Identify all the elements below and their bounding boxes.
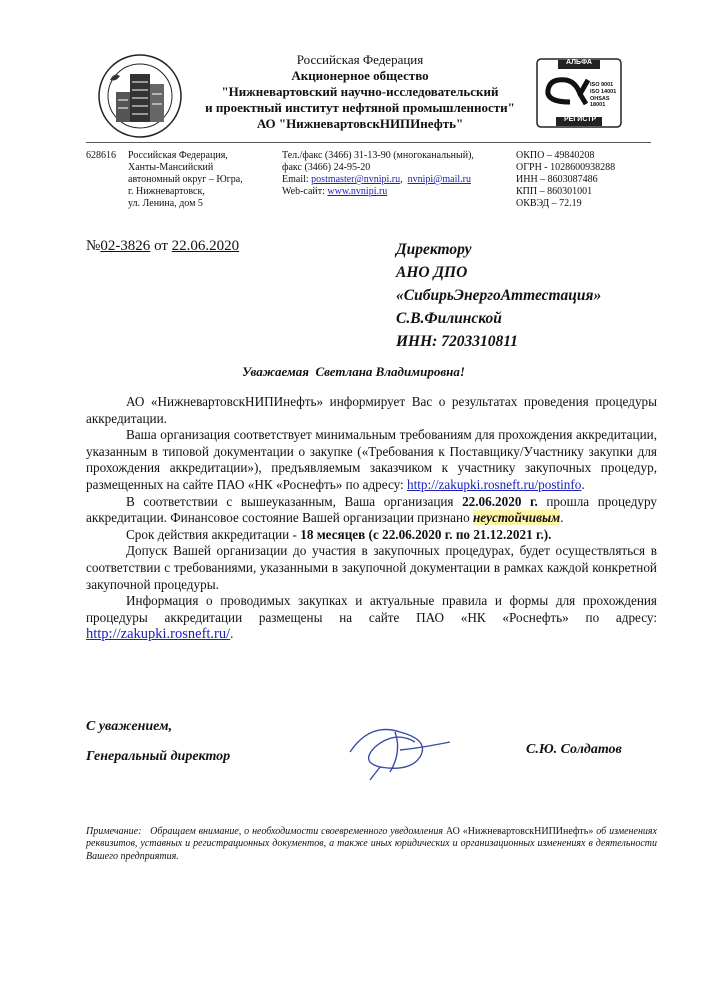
signer-name: С.Ю. Солдатов bbox=[526, 742, 622, 757]
body-paragraph-1: АО «НижневартовскНИПИнефть» информирует Вас о результатах проведения процедуры аккредитации. bbox=[86, 394, 657, 426]
email-separator: , bbox=[400, 174, 408, 185]
addressee-line: ИНН: 7203310811 bbox=[396, 333, 518, 350]
p6-text: Информация о проводимых закупках и актуальные правила и формы для прохождения процедуры аккредитации размещены на сайте ПАО «НК «Роснефть» по адресу: bbox=[86, 593, 657, 625]
code-okpo: ОКПО – 49840208 bbox=[516, 150, 595, 161]
phone-line-2: факс (3466) 24-95-20 bbox=[282, 162, 371, 173]
postal-address bbox=[128, 150, 243, 210]
closing-regards: С уважением, bbox=[86, 719, 173, 734]
address-line: автономный округ – Югра, bbox=[128, 174, 243, 185]
email-link-1[interactable]: postmaster@nvnipi.ru bbox=[311, 174, 401, 185]
ref-prefix: № bbox=[86, 238, 101, 254]
address-line: г. Нижневартовск, bbox=[128, 186, 205, 197]
address-line: Российская Федерация, bbox=[128, 150, 228, 161]
p3-end: . bbox=[560, 510, 564, 526]
zakupki-link[interactable]: http://zakupki.rosneft.ru/ bbox=[86, 626, 231, 643]
web-label: Web-сайт: bbox=[282, 186, 328, 197]
letterhead bbox=[150, 52, 570, 132]
company-codes bbox=[516, 150, 615, 210]
address-line: Ханты-Мансийский bbox=[128, 162, 214, 173]
phone-line-1: Тел./факс (3466) 31-13-90 (многоканальный), bbox=[282, 150, 474, 161]
ref-number: 02-3826 bbox=[100, 238, 151, 254]
code-okved: ОКВЭД – 72.19 bbox=[516, 198, 582, 209]
certification-logo bbox=[536, 58, 622, 128]
postal-index: 628616 bbox=[86, 150, 116, 161]
signature bbox=[340, 712, 460, 782]
email-label: Email: bbox=[282, 174, 312, 185]
letter-body bbox=[86, 394, 657, 643]
p2-end: . bbox=[581, 476, 585, 492]
addressee-line: «СибирьЭнергоАттестация» bbox=[396, 287, 602, 304]
addressee-line: Директору bbox=[396, 241, 472, 258]
closing bbox=[86, 712, 230, 772]
signer-position: Генеральный директор bbox=[86, 749, 231, 764]
header-company-type: Акционерное общество bbox=[291, 68, 429, 83]
greeting: Уважаемая Светлана Владимировна! bbox=[242, 364, 465, 379]
code-inn: ИНН – 8603087486 bbox=[516, 174, 598, 185]
addressee-line: АНО ДПО bbox=[396, 264, 468, 281]
note-text-a: Примечание: Обращаем внимание, о необходимости своевременного уведомления bbox=[86, 826, 446, 837]
body-paragraph-5: Допуск Вашей организации до участия в закупочных процедурах, будет осуществляться в соответствии с требованиями, указанными в закупочной документации в рамках каждой конкретной закупочной процедуры. bbox=[86, 543, 657, 592]
cert-logo-bottom: РЕГИСТР bbox=[564, 116, 597, 123]
header-divider bbox=[86, 142, 651, 143]
header-company-name-1: "Нижневартовский научно-исследовательский bbox=[221, 84, 499, 99]
email-line bbox=[282, 174, 474, 186]
postinfo-link[interactable]: http://zakupki.rosneft.ru/postinfo bbox=[407, 476, 582, 492]
web-line bbox=[282, 186, 474, 198]
p2-text: Ваша организация соответствует минимальным требованиям для прохождения аккредитации, указанным в типовой документации о закупке («Требования к Поставщику/Участнику закупки для прохождения аккредитации»), предъявляемым заказчиком к участнику закупочных процедур, размещенных на сайте ПАО «НК «Роснефть» по адресу: bbox=[86, 427, 657, 492]
body-paragraph-3 bbox=[86, 494, 657, 527]
accreditation-date: 22.06.2020 г. bbox=[462, 493, 538, 509]
ref-from: от bbox=[150, 238, 172, 254]
code-ogrn: ОГРН - 1028600938288 bbox=[516, 162, 616, 173]
financial-status: неустойчивым bbox=[472, 510, 561, 526]
note-text-b: об изменениях реквизитов, уставных и регистрационных документов, а также иных юридических и организационных изменениях в деятельности Вашего предприятия. bbox=[86, 826, 657, 862]
cert-iso2: ISO 14001 bbox=[590, 89, 617, 95]
note-org: АО «НижневартовскНИПИнефть» bbox=[445, 826, 594, 837]
p6-end: . bbox=[230, 626, 234, 642]
cert-iso3: OHSAS 18001 bbox=[590, 96, 610, 108]
body-paragraph-2 bbox=[86, 427, 657, 493]
web-link[interactable]: www.nvnipi.ru bbox=[327, 186, 388, 197]
code-kpp: КПП – 860301001 bbox=[516, 186, 593, 197]
address-line: ул. Ленина, дом 5 bbox=[128, 198, 203, 209]
addressee-line: С.В.Филинской bbox=[396, 310, 502, 327]
header-company-short: АО "НижневартовскНИПИнефть" bbox=[256, 116, 464, 131]
p4-text-a: Срок действия аккредитации - bbox=[126, 526, 301, 542]
ref-date: 22.06.2020 bbox=[171, 238, 240, 254]
footnote bbox=[86, 826, 657, 863]
body-paragraph-6 bbox=[86, 593, 657, 643]
contacts bbox=[282, 150, 474, 198]
letter-reference bbox=[86, 238, 239, 255]
cert-logo-top: АЛЬФА bbox=[566, 59, 592, 66]
cert-iso1: ISO 9001 bbox=[590, 82, 614, 88]
body-paragraph-4 bbox=[86, 527, 657, 544]
addressee bbox=[396, 238, 601, 353]
header-country: Российская Федерация bbox=[296, 52, 424, 67]
email-link-2[interactable]: nvnipi@mail.ru bbox=[407, 174, 471, 185]
p3-text-b: прошла процедуру аккредитации. Финансовое состояние Вашей организации признано bbox=[86, 493, 658, 526]
header-company-name-2: и проектный институт нефтяной промышленности" bbox=[205, 100, 515, 115]
accreditation-period: 18 месяцев (с 22.06.2020 г. по 21.12.2021 г.). bbox=[300, 526, 552, 542]
p3-text-a: В соответствии с вышеуказанным, Ваша организация bbox=[126, 493, 463, 509]
